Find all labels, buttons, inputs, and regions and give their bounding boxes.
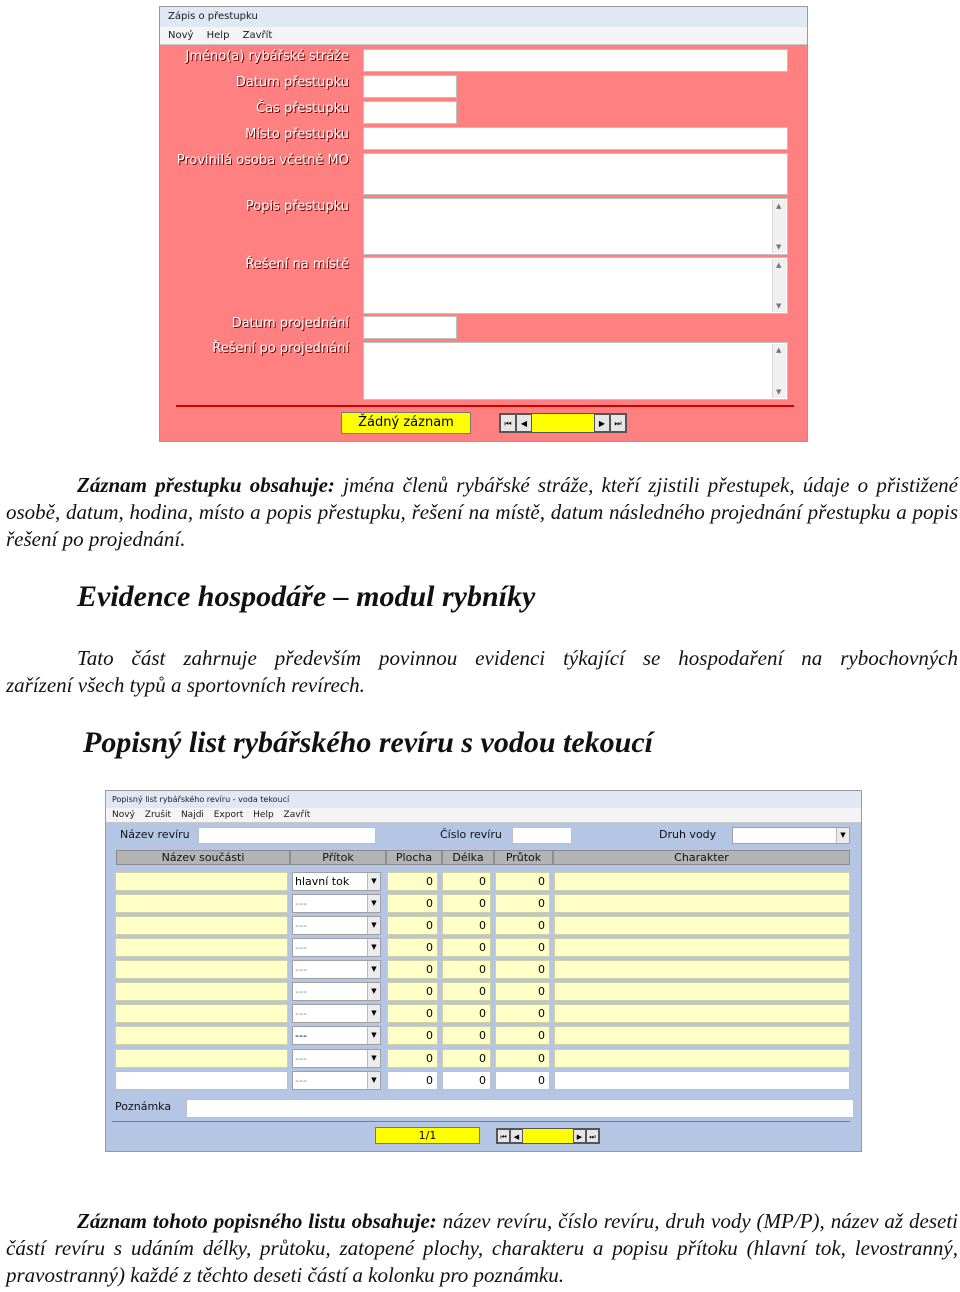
length-cell[interactable]: 0 xyxy=(442,982,491,1001)
menu-item-help[interactable]: Help xyxy=(253,810,274,820)
menu-item-new[interactable]: Nový xyxy=(112,810,135,820)
hearing-date-label: Datum projednání xyxy=(231,316,349,331)
chevron-down-icon[interactable]: ▼ xyxy=(836,828,849,843)
paragraph-body: název revíru, číslo revíru, druh vody (MP/P), název až deseti částí revíru s udáním délky, průtoku, zatopené plochy, charakteru a popisu přítoku (hlavní tok, levostranný, pravostranný) každé z těchto deseti částí a kolonku pro poznámku. xyxy=(6,1209,959,1287)
scroll-up-icon[interactable]: ▲ xyxy=(776,202,782,210)
scroll-up-icon[interactable]: ▲ xyxy=(776,346,782,354)
area-cell[interactable]: 0 xyxy=(387,960,438,979)
menu-bar xyxy=(160,27,807,45)
record-navigator xyxy=(496,1128,600,1144)
next-record-icon[interactable]: ▶ xyxy=(573,1129,586,1143)
length-cell[interactable]: 0 xyxy=(442,1071,491,1090)
part-name-cell[interactable] xyxy=(115,894,288,913)
next-record-icon[interactable]: ▶ xyxy=(594,414,610,432)
flow-cell[interactable]: 0 xyxy=(495,894,550,913)
guard-names-input[interactable] xyxy=(363,49,788,72)
area-cell[interactable]: 0 xyxy=(387,938,438,957)
tributary-select[interactable]: --- ▼ xyxy=(292,916,381,935)
column-header-character: Charakter xyxy=(553,850,850,865)
length-cell[interactable]: 0 xyxy=(442,960,491,979)
previous-record-icon[interactable]: ◀ xyxy=(516,414,532,432)
tributary-select[interactable]: --- ▼ xyxy=(292,894,381,913)
character-cell[interactable] xyxy=(554,960,850,979)
length-cell[interactable]: 0 xyxy=(442,938,491,957)
onsite-solution-label: Řešení na místě xyxy=(245,257,349,272)
area-cell[interactable]: 0 xyxy=(387,1004,438,1023)
chevron-down-icon[interactable]: ▼ xyxy=(367,1050,380,1067)
first-record-icon[interactable]: ⏮ xyxy=(497,1129,510,1143)
length-cell[interactable]: 0 xyxy=(442,872,491,891)
part-name-cell[interactable] xyxy=(115,938,288,957)
chevron-down-icon[interactable]: ▼ xyxy=(367,961,380,978)
column-header-part-name: Název součásti xyxy=(116,850,290,865)
character-cell[interactable] xyxy=(554,938,850,957)
violation-description-textarea[interactable] xyxy=(363,198,788,255)
tributary-select[interactable]: --- ▼ xyxy=(292,1049,381,1068)
length-cell[interactable]: 0 xyxy=(442,1026,491,1045)
previous-record-icon[interactable]: ◀ xyxy=(510,1129,523,1143)
column-header-tributary: Přítok xyxy=(290,850,386,865)
offender-label: Provinilá osoba včetně MO xyxy=(176,153,349,168)
menu-item-close[interactable]: Zavřít xyxy=(283,810,311,820)
scroll-down-icon[interactable]: ▼ xyxy=(776,302,782,310)
column-header-flow: Průtok xyxy=(494,850,553,865)
menu-item-find[interactable]: Najdi xyxy=(180,810,204,820)
guard-names-label: Jméno(a) rybářské stráže xyxy=(185,49,349,64)
ponds-paragraph-line1: Tato část zahrnuje především povinnou evidenci týkající se hospodaření na rybochovných xyxy=(77,646,958,670)
character-cell[interactable] xyxy=(554,872,850,891)
flow-cell[interactable]: 0 xyxy=(495,872,550,891)
violation-place-label: Místo přestupku xyxy=(245,127,349,142)
part-name-cell[interactable] xyxy=(115,1071,288,1090)
chevron-down-icon[interactable]: ▼ xyxy=(367,1072,380,1089)
scrollbar[interactable] xyxy=(772,200,786,253)
menu-bar xyxy=(106,808,861,823)
last-record-icon[interactable]: ⏭ xyxy=(586,1129,599,1143)
record-status: 1/1 xyxy=(375,1127,480,1144)
area-cell[interactable]: 0 xyxy=(387,1071,438,1090)
flow-cell[interactable]: 0 xyxy=(495,1004,550,1023)
character-cell[interactable] xyxy=(554,894,850,913)
area-cell[interactable]: 0 xyxy=(387,916,438,935)
river-record-paragraph xyxy=(6,1208,958,1289)
paragraph-lead: Záznam tohoto popisného listu obsahuje: xyxy=(77,1209,437,1233)
area-cell[interactable]: 0 xyxy=(387,872,438,891)
part-name-cell[interactable] xyxy=(115,1026,288,1045)
chevron-down-icon[interactable]: ▼ xyxy=(367,895,380,912)
tributary-select[interactable]: --- ▼ xyxy=(292,938,381,957)
part-name-cell[interactable] xyxy=(115,1004,288,1023)
column-header-length: Délka xyxy=(442,850,494,865)
offender-input[interactable] xyxy=(363,153,788,195)
flow-cell[interactable]: 0 xyxy=(495,938,550,957)
violation-time-label: Čas přestupku xyxy=(256,101,349,116)
paragraph-body: jména členů rybářské stráže, kteří zjistili přestupek, údaje o přistižené osobě, datum, hodina, místo a popis přestupku, řešení na místě, datum následného projednání přestupku a popis řešení po projednání. xyxy=(6,473,958,551)
violation-date-label: Datum přestupku xyxy=(235,75,349,90)
menu-item-export[interactable]: Export xyxy=(213,810,244,820)
river-name-label: Název revíru xyxy=(120,828,190,841)
tributary-select[interactable]: --- ▼ xyxy=(292,1004,381,1023)
section-heading-flowing-water: Popisný list rybářského revíru s vodou tekoucí xyxy=(83,726,654,759)
post-hearing-solution-label: Řešení po projednání xyxy=(212,341,349,356)
paragraph-lead: Záznam přestupku obsahuje: xyxy=(77,473,335,497)
menu-item-help[interactable]: Help xyxy=(206,30,230,41)
tributary-select[interactable]: hlavní tok ▼ xyxy=(292,872,381,891)
flow-cell[interactable]: 0 xyxy=(495,1049,550,1068)
chevron-down-icon[interactable]: ▼ xyxy=(367,1027,380,1044)
character-cell[interactable] xyxy=(554,916,850,935)
part-name-cell[interactable] xyxy=(115,960,288,979)
water-type-select[interactable] xyxy=(732,827,850,844)
tributary-select[interactable]: --- ▼ xyxy=(292,960,381,979)
record-status: Žádný záznam xyxy=(341,412,471,434)
window-title: Zápis o přestupku xyxy=(160,7,807,27)
onsite-solution-textarea[interactable] xyxy=(363,257,788,314)
character-cell[interactable] xyxy=(554,1026,850,1045)
divider xyxy=(176,405,794,407)
flow-cell[interactable]: 0 xyxy=(495,1026,550,1045)
flow-cell[interactable]: 0 xyxy=(495,960,550,979)
menu-item-close[interactable]: Zavřít xyxy=(242,30,273,41)
scroll-down-icon[interactable]: ▼ xyxy=(776,243,782,251)
record-navigator xyxy=(499,413,627,433)
scroll-down-icon[interactable]: ▼ xyxy=(776,388,782,396)
violation-record-paragraph xyxy=(6,472,958,553)
divider xyxy=(112,1121,850,1122)
note-input[interactable] xyxy=(186,1099,854,1118)
water-type-label: Druh vody xyxy=(659,828,717,841)
column-header-area: Plocha xyxy=(386,850,442,865)
flow-cell[interactable]: 0 xyxy=(495,1071,550,1090)
tributary-select[interactable]: --- ▼ xyxy=(292,1071,381,1090)
scrollbar[interactable] xyxy=(772,259,786,312)
river-number-label: Číslo revíru xyxy=(440,828,502,841)
length-cell[interactable]: 0 xyxy=(442,1004,491,1023)
character-cell[interactable] xyxy=(554,1071,850,1090)
scroll-up-icon[interactable]: ▲ xyxy=(776,261,782,269)
chevron-down-icon[interactable]: ▼ xyxy=(367,939,380,956)
flow-cell[interactable]: 0 xyxy=(495,982,550,1001)
length-cell[interactable]: 0 xyxy=(442,916,491,935)
post-hearing-solution-textarea[interactable] xyxy=(363,342,788,400)
violation-date-input[interactable] xyxy=(363,75,457,98)
violation-time-input[interactable] xyxy=(363,101,457,124)
area-cell[interactable]: 0 xyxy=(387,982,438,1001)
length-cell[interactable]: 0 xyxy=(442,894,491,913)
river-name-input[interactable] xyxy=(198,827,376,844)
chevron-down-icon[interactable]: ▼ xyxy=(367,873,380,890)
section-heading-ponds: Evidence hospodáře – modul rybníky xyxy=(77,580,536,613)
last-record-icon[interactable]: ⏭ xyxy=(610,414,626,432)
flow-cell[interactable]: 0 xyxy=(495,916,550,935)
ponds-paragraph-line2: zařízení všech typů a sportovních revírech. xyxy=(6,673,365,697)
tributary-select[interactable]: --- ▼ xyxy=(292,1026,381,1045)
chevron-down-icon[interactable]: ▼ xyxy=(367,917,380,934)
length-cell[interactable]: 0 xyxy=(442,1049,491,1068)
area-cell[interactable]: 0 xyxy=(387,1049,438,1068)
hearing-date-input[interactable] xyxy=(363,316,457,339)
character-cell[interactable] xyxy=(554,1004,850,1023)
character-cell[interactable] xyxy=(554,982,850,1001)
violation-place-input[interactable] xyxy=(363,127,788,150)
part-name-cell[interactable] xyxy=(115,982,288,1001)
window-title: Popisný list rybářského revíru - voda tekoucí xyxy=(106,791,861,808)
part-name-cell[interactable] xyxy=(115,916,288,935)
chevron-down-icon[interactable]: ▼ xyxy=(367,983,380,1000)
tributary-select[interactable]: --- ▼ xyxy=(292,982,381,1001)
note-label: Poznámka xyxy=(115,1100,172,1113)
part-name-cell[interactable] xyxy=(115,872,288,891)
character-cell[interactable] xyxy=(554,1049,850,1068)
scrollbar[interactable] xyxy=(772,344,786,398)
menu-item-new[interactable]: Nový xyxy=(168,30,194,41)
area-cell[interactable]: 0 xyxy=(387,1026,438,1045)
menu-item-delete[interactable]: Zrušit xyxy=(144,810,172,820)
part-name-cell[interactable] xyxy=(115,1049,288,1068)
area-cell[interactable]: 0 xyxy=(387,894,438,913)
chevron-down-icon[interactable]: ▼ xyxy=(367,1005,380,1022)
river-number-input[interactable] xyxy=(512,827,572,844)
violation-description-label: Popis přestupku xyxy=(245,199,349,214)
first-record-icon[interactable]: ⏮ xyxy=(500,414,516,432)
